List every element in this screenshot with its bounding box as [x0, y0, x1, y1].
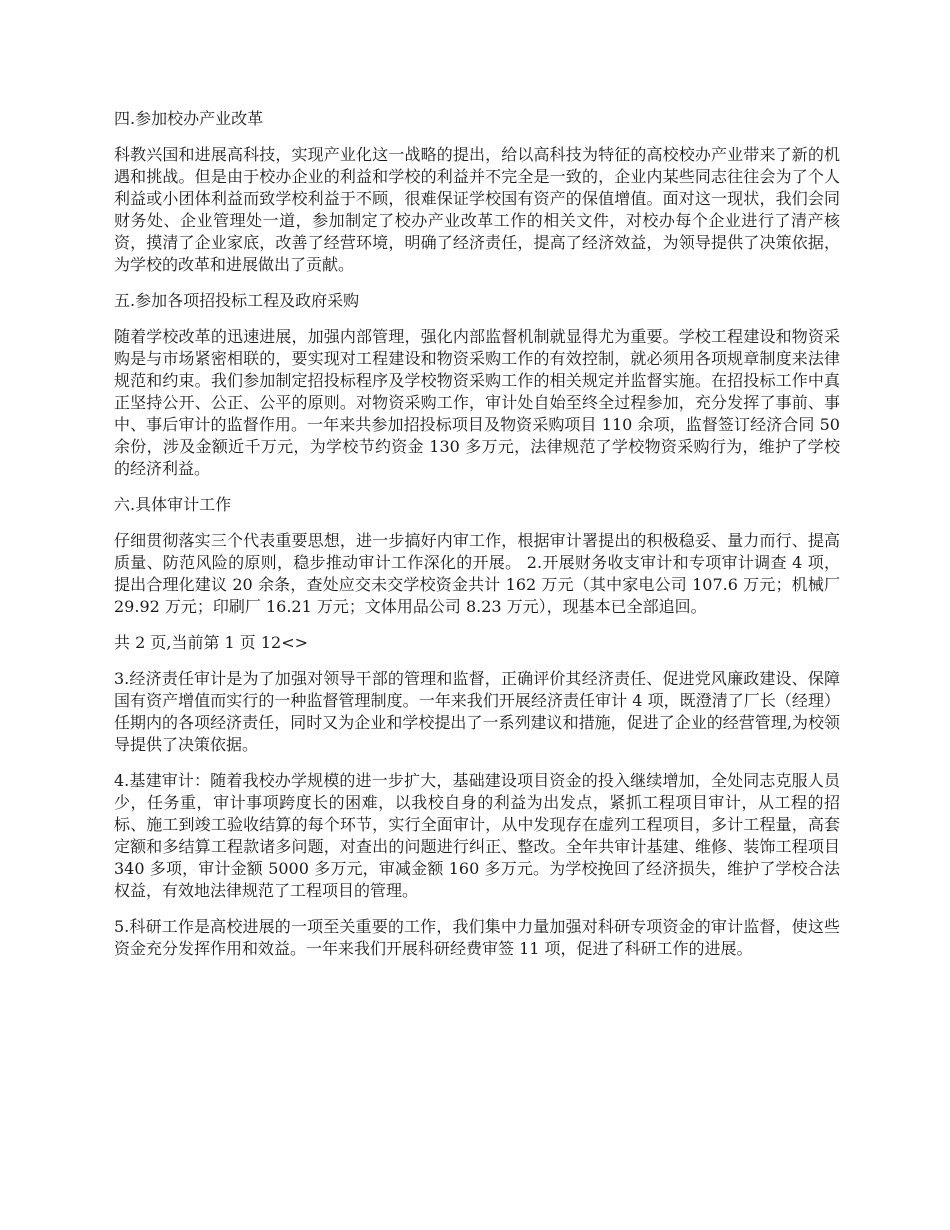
- document-page: [114, 108, 840, 974]
- section-paragraph: 随着学校改革的迅速进展，加强内部管理，强化内部监督机制就显得尤为重要。学校工程建设和物资采购是与市场紧密相联的，要实现对工程建设和物资采购工作的有效控制，就必须用各项规章制度来法律规范和约束。我们参加制定招投标程序及学校物资采购工作的相关规定并监督实施。在招投标工作中真正坚持公开、公正、公平的原则。对物资采购工作，审计处自始至终全过程参加，充分发挥了事前、事中、事后审计的监督作用。一年来共参加招投标项目及物资采购项目 110 余项，监督签订经济合同 50 余份，涉及金额近千万元，为学校节约资金 130 多万元，法律规范了学校物资采购行为，维护了学校的经济利益。: [114, 327, 840, 478]
- page-indicator: 共 2 页,当前第 1 页 12<>: [114, 633, 309, 652]
- section-paragraph: 科教兴国和进展高科技，实现产业化这一战略的提出，给以高科技为特征的高校校办产业带来了新的机遇和挑战。但是由于校办企业的利益和学校的利益并不完全是一致的，企业内某些同志往往会为了个人利益或小团体利益而致学校利益于不顾，很难保证学校国有资产的保值增值。面对这一现状，我们会同财务处、企业管理处一道，参加制定了校办产业改革工作的相关文件，对校办每个企业进行了清产核资，摸清了企业家底，改善了经营环境，明确了经济责任，提高了经济效益，为领导提供了决策依据，为学校的改革和进展做出了贡献。: [114, 145, 840, 274]
- section-heading: 五.参加各项招投标工程及政府采购: [114, 291, 360, 310]
- section-heading: 六.具体审计工作: [114, 495, 232, 514]
- body-paragraph: 3.经济责任审计是为了加强对领导干部的管理和监督，正确评价其经济责任、促进党风廉政建设、保障国有资产增值而实行的一种监督管理制度。一年来我们开展经济责任审计 4 项，既澄清了厂长（经理）任期内的各项经济责任，同时又为企业和学校提出了一系列建议和措施，促进了企业的经营管理,为校领导提供了决策依据。: [114, 669, 840, 754]
- section-paragraph: 仔细贯彻落实三个代表重要思想，进一步搞好内审工作，根据审计署提出的积极稳妥、量力而行、提高质量、防范风险的原则，稳步推动审计工作深化的开展。 2.开展财务收支审计和专项审计调查 4 项，提出合理化建议 20 余条，查处应交未交学校资金共计 162 万元（其中家电公司 107.6 万元；机械厂 29.92 万元；印刷厂 16.21 万元；文体用品公司 8.23 万元），现基本已全部追回。: [114, 531, 840, 616]
- section-heading: 四.参加校办产业改革: [114, 109, 264, 128]
- body-paragraph: 4.基建审计：随着我校办学规模的进一步扩大，基础建设项目资金的投入继续增加，全处同志克服人员少，任务重，审计事项跨度长的困难，以我校自身的利益为出发点，紧抓工程项目审计，从工程的招标、施工到竣工验收结算的每个环节，实行全面审计，从中发现存在虚列工程项目，多计工程量，高套定额和多结算工程款诸多问题，对查出的问题进行纠正、整改。全年共审计基建、维修、装饰工程项目 340 多项，审计金额 5000 多万元，审减金额 160 多万元。为学校挽回了经济损失，维护了学校合法权益，有效地法律规范了工程项目的管理。: [114, 771, 840, 900]
- body-paragraph: 5.科研工作是高校进展的一项至关重要的工作，我们集中力量加强对科研专项资金的审计监督，使这些资金充分发挥作用和效益。一年来我们开展科研经费审签 11 项，促进了科研工作的进展。: [114, 917, 840, 958]
